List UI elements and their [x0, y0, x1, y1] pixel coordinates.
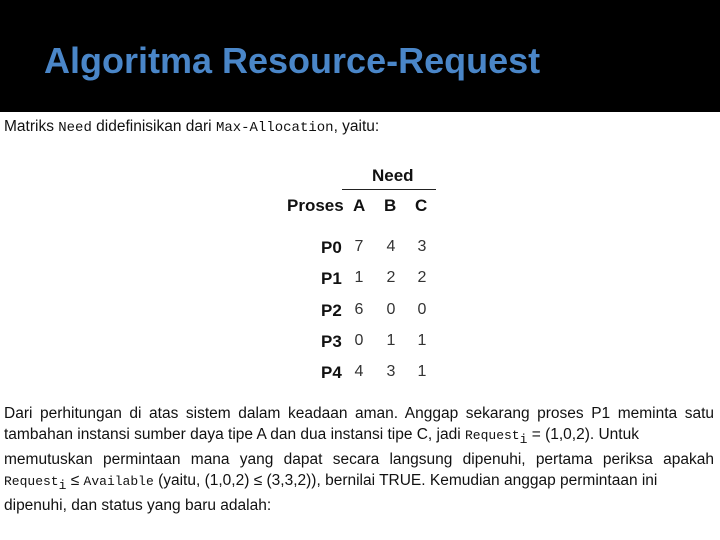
paragraph-code-request: Request [464, 427, 520, 443]
paragraph-line [4, 471, 714, 497]
need-table-row-p4-label: P4 [321, 363, 342, 382]
paragraph-line [4, 425, 714, 451]
paragraph-code-available: Available [83, 473, 154, 489]
intro-text-3: , yaitu: [333, 118, 380, 135]
intro-text-2: didefinisikan dari [91, 118, 216, 135]
slide-title: Algoritma Resource-Request [44, 40, 541, 81]
paragraph-line: memutuskan permintaan mana yang dapat secara langsung dipenuhi, pertama periksa apakah [4, 451, 714, 469]
intro-code-max-allocation: Max-Allocation [215, 120, 334, 136]
paragraph-operator: ≤ [66, 471, 84, 489]
paragraph-text: tambahan instansi sumber daya tipe A dan dua instansi tipe C, jadi [4, 425, 465, 443]
paragraph-subscript: i [58, 477, 67, 493]
paragraph-subscript: i [519, 431, 528, 447]
need-table-row-p0-label: P0 [321, 238, 342, 257]
slide-content [0, 112, 720, 540]
need-table-cell: 2 [417, 269, 427, 286]
need-table-group-header: Need [372, 166, 414, 185]
paragraph-code-request: Request [4, 473, 59, 489]
intro-code-need: Need [58, 120, 92, 136]
need-table-row-p3-label: P3 [321, 332, 342, 351]
paragraph-line: dipenuhi, dan status yang baru adalah: [4, 497, 272, 515]
need-table-cell: 3 [417, 238, 427, 255]
need-table [0, 112, 720, 402]
paragraph-text: (yaitu, (1,0,2) ≤ (3,3,2)), bernilai TRUE. Kemudian anggap permintaan ini [153, 471, 658, 489]
need-table-cell: 2 [386, 269, 396, 286]
need-table-cell: 7 [354, 238, 364, 255]
need-table-cell: 1 [417, 363, 427, 380]
need-table-cell: 1 [417, 332, 427, 349]
need-table-col-c: C [415, 196, 428, 215]
need-table-col-b: B [384, 196, 397, 215]
paragraph-text: = (1,0,2). Untuk [527, 425, 639, 443]
need-table-cell: 3 [386, 363, 396, 380]
need-table-header-rule [342, 189, 436, 190]
intro-text-1: Matriks [4, 118, 59, 135]
paragraph-line: Dari perhitungan di atas sistem dalam keadaan aman. Anggap sekarang proses P1 meminta satu [4, 405, 714, 422]
need-table-row-p2-label: P2 [321, 301, 342, 320]
need-table-cell: 4 [354, 363, 364, 380]
need-table-row-header: Proses [287, 196, 344, 215]
need-table-cell: 0 [417, 301, 427, 318]
need-table-row-p1-label: P1 [321, 269, 342, 288]
need-table-cell: 0 [386, 301, 396, 318]
need-table-cell: 6 [354, 301, 364, 318]
need-table-col-a: A [353, 196, 366, 215]
need-table-cell: 4 [386, 238, 396, 255]
need-table-cell: 0 [354, 332, 364, 349]
need-table-cell: 1 [386, 332, 396, 349]
need-table-cell: 1 [354, 269, 364, 286]
explanation-paragraph [4, 404, 714, 517]
slide-header [0, 0, 720, 112]
